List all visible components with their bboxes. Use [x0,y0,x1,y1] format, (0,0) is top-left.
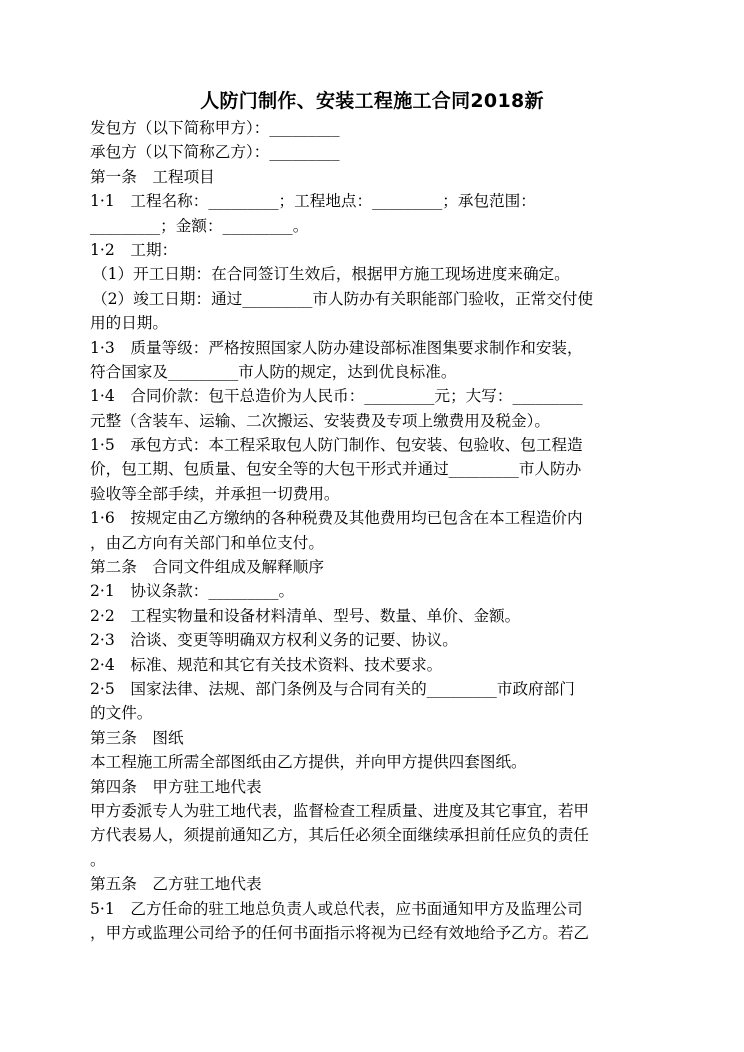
party-a-line: 发包方（以下简称甲方）：_________ [90,119,340,137]
article-4-heading: 第四条 甲方驻工地代表 [90,777,262,796]
clause-1-3-line-2: 符合国家及_________市人防的规定，达到优良标准。 [90,362,457,381]
clause-1-5-line-3: 验收等全部手续，并承担一切费用。 [90,484,340,503]
clause-1-3-line-1: 1·3 质量等级：严格按照国家人防办建设部标准图集要求制作和安装， [90,338,583,357]
party-b-line: 承包方（以下简称乙方）：_________ [90,143,340,162]
clause-2-5-line-1: 2·5 国家法律、法规、部门条例及与合同有关的_________市政府部门 [90,679,575,698]
article-3-body: 本工程施工所需全部图纸由乙方提供，并向甲方提供四套图纸。 [90,753,527,772]
clause-1-6-line-1: 1·6 按规定由乙方缴纳的各种税费及其他费用均已包含在本工程造价内 [90,509,583,528]
article-2-heading: 第二条 合同文件组成及解释顺序 [90,558,324,577]
document-title: 人防门制作、安装工程施工合同2018新 [200,90,544,112]
article-4-body-line-2: 方代表易人，须提前通知乙方，其后任必须全面继续承担前任应负的责任 [90,826,590,845]
clause-1-2-item-2-line-1: （2）竣工日期：通过_________市人防办有关职能部门验收，正常交付使 [92,289,594,308]
clause-1-1-line-1: 1·1 工程名称：_________；工程地点：_________；承包范围： [90,192,536,211]
clause-2-5-line-2: 的文件。 [90,704,153,723]
clause-1-1-line-2: _________；金额：_________。 [90,216,309,235]
clause-1-2-item-2-line-2: 用的日期。 [90,314,168,333]
clause-1-2: 1·2 工期： [90,240,178,259]
document-body [90,116,656,945]
article-4-body-line-1: 甲方委派专人为驻工地代表，监督检查工程质量、进度及其它事宜，若甲 [90,801,590,820]
clause-1-4-line-2: 元整（含装车、运输、二次搬运、安装费及专项上缴费用及税金）。 [90,411,551,430]
clause-5-1-line-1: 5·1 乙方任命的驻工地总负责人或总代表，应书面通知甲方及监理公司 [90,899,583,918]
clause-2-1: 2·1 协议条款：_________。 [90,582,295,601]
clause-1-5-line-1: 1·5 承包方式：本工程采取包人防门制作、包安装、包验收、包工程造 [90,436,583,455]
article-3-heading: 第三条 图纸 [90,728,184,747]
clause-2-4: 2·4 标准、规范和其它有关技术资料、技术要求。 [90,655,443,674]
article-1-heading: 第一条 工程项目 [90,167,215,186]
clause-2-2: 2·2 工程实物量和设备材料清单、型号、数量、单价、金额。 [90,606,521,625]
clause-5-1-line-2: ，甲方或监理公司给予的任何书面指示将视为已经有效地给予乙方。若乙 [90,923,590,942]
clause-1-2-item-1: （1）开工日期：在合同签订生效后，根据甲方施工现场进度来确定。 [92,265,570,284]
clause-1-5-line-2: 价，包工期、包质量、包安全等的大包干形式并通过_________市人防办 [90,460,582,479]
clause-1-4-line-1: 1·4 合同价款：包干总造价为人民币：_________元；大写：_________ [90,387,583,406]
clause-2-3: 2·3 洽谈、变更等明确双方权利义务的记要、协议。 [90,631,458,650]
clause-1-6-line-2: ，由乙方向有关部门和单位支付。 [90,533,324,552]
article-4-body-line-3: 。 [90,850,106,869]
article-5-heading: 第五条 乙方驻工地代表 [90,875,262,894]
